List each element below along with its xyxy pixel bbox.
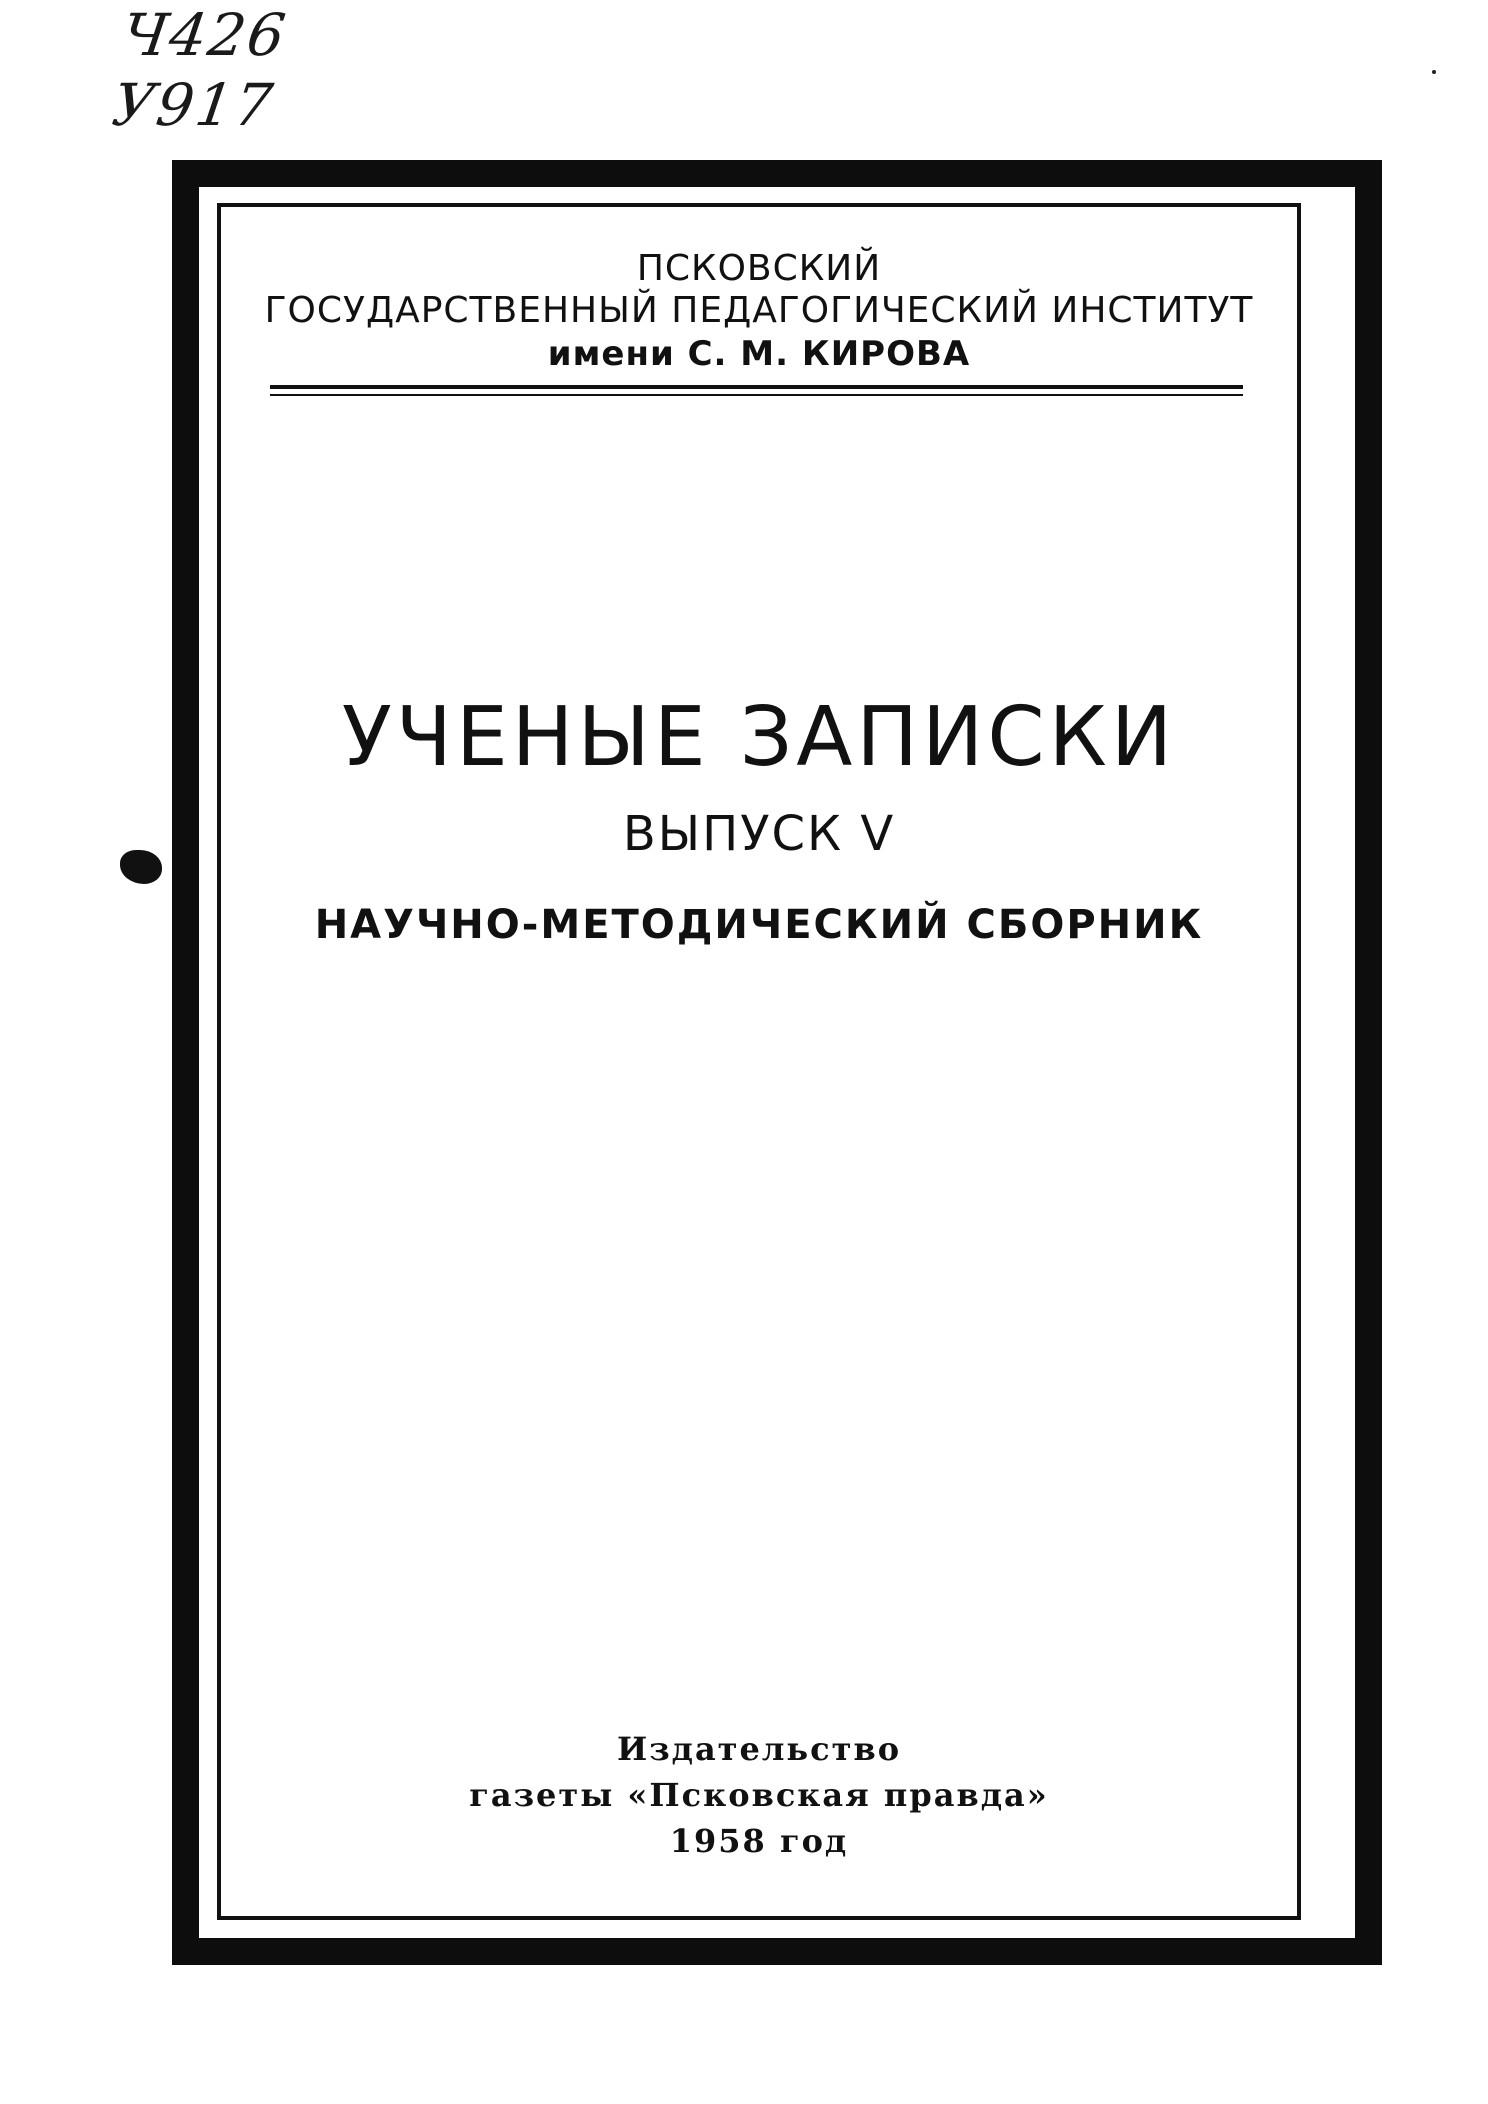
handwritten-shelfmark: [108, 0, 291, 140]
shelfmark-line-1: Ч426: [118, 1, 292, 69]
publisher-year: 1958 год: [669, 1822, 849, 1860]
issue-number: ВЫПУСК V: [622, 806, 896, 862]
institute-line-1: ПСКОВСКИЙ: [636, 248, 882, 289]
divider-rule-thick: [270, 385, 1243, 389]
subtitle: НАУЧНО-МЕТОДИЧЕСКИЙ СБОРНИК: [314, 902, 1204, 948]
institute-line-2: ГОСУДАРСТВЕННЫЙ ПЕДАГОГИЧЕСКИЙ ИНСТИТУТ: [264, 290, 1254, 331]
main-title: УЧЕНЫЕ ЗАПИСКИ: [341, 690, 1177, 785]
inner-border: [217, 203, 1301, 1920]
shelfmark-line-2: У917: [108, 71, 279, 139]
ink-blot: [120, 850, 162, 884]
publisher-line-2: газеты «Псковская правда»: [469, 1776, 1049, 1814]
speck: [1432, 70, 1436, 74]
divider-rule-thin: [270, 394, 1243, 396]
publisher-line-1: Издательство: [616, 1730, 902, 1768]
institute-line-3: имени С. М. КИРОВА: [547, 334, 971, 374]
